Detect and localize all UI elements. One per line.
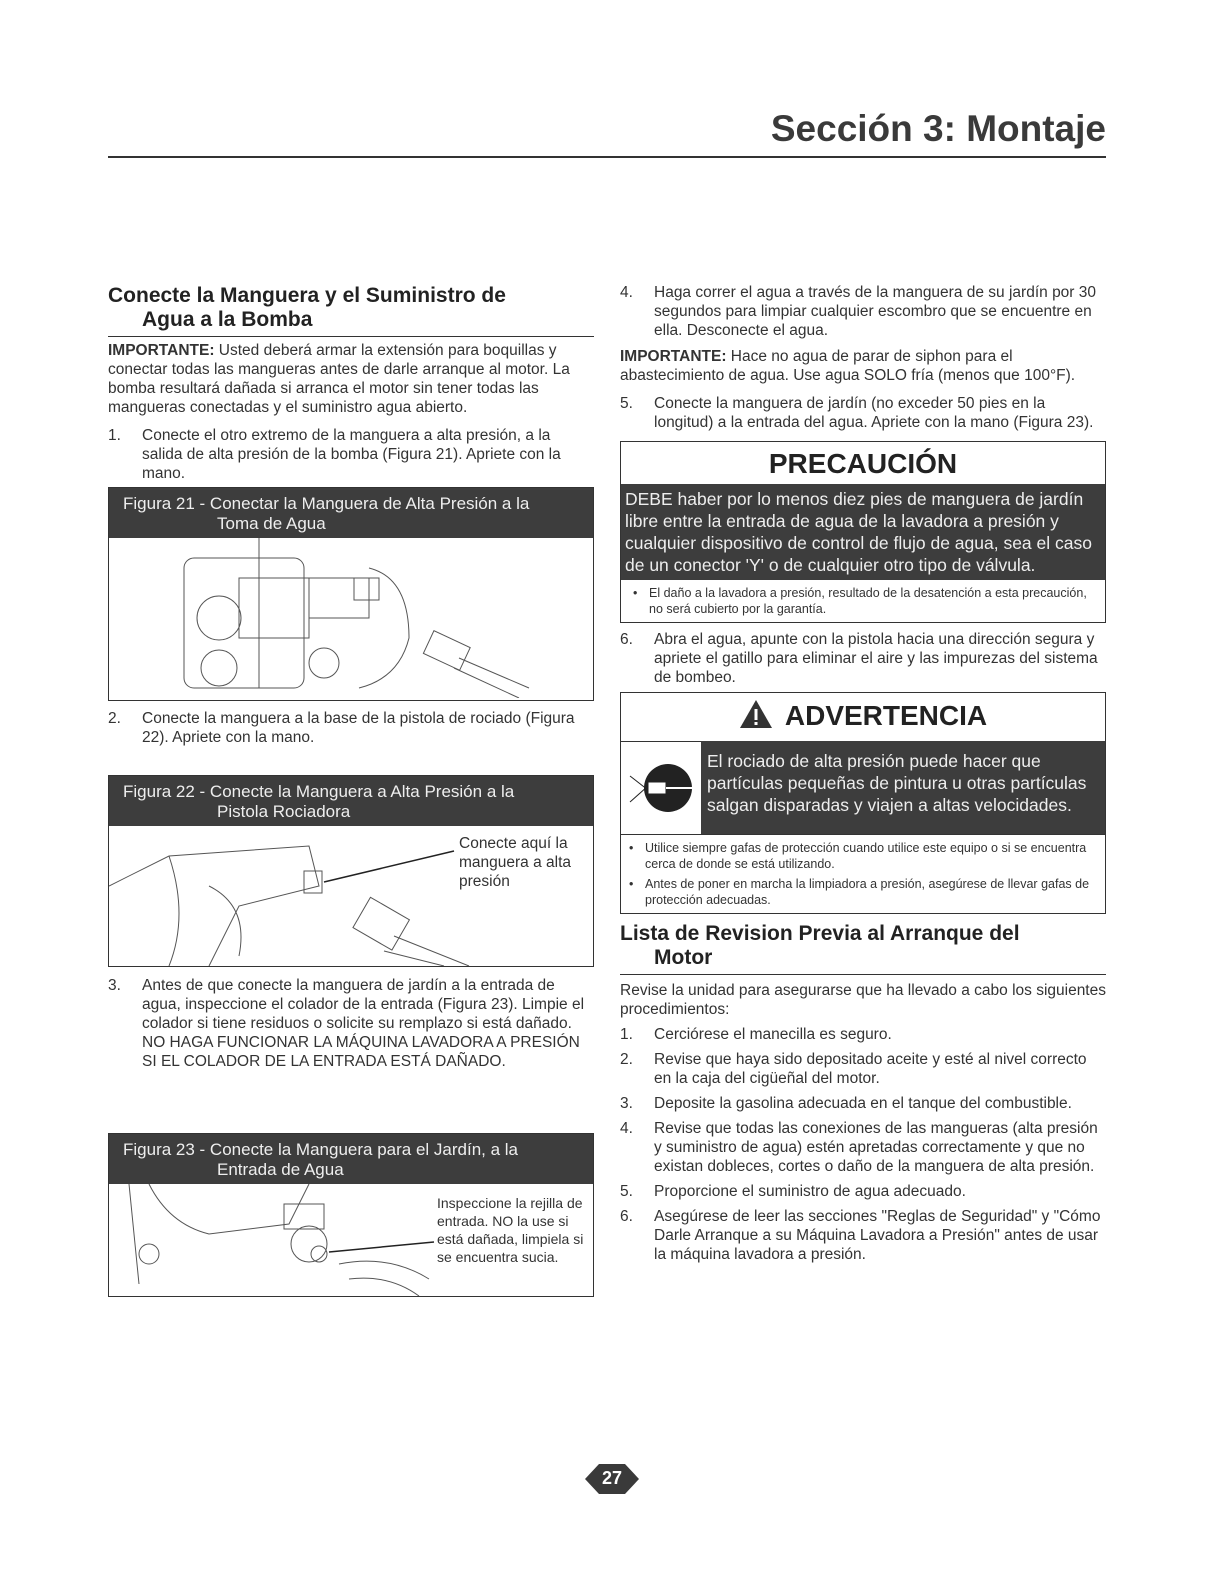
warning-title: ADVERTENCIA — [784, 700, 988, 731]
figure-23 — [108, 1133, 594, 1297]
list-item — [108, 976, 594, 1071]
figure-caption — [109, 488, 593, 538]
figure-22 — [108, 775, 594, 967]
caption-line: Pistola Rociadora — [217, 802, 351, 821]
important-text: Hace no agua de parar de siphon para el abastecimiento de agua. Use agua SOLO fría (menos que 100°F). — [620, 348, 1076, 384]
eye-protection-icon — [621, 741, 701, 834]
warning-bullet — [621, 874, 1105, 910]
item-number: 2. — [108, 710, 121, 727]
item-text: Asegúrese de leer las secciones "Reglas de Seguridad" y "Cómo Darle Arranque a su Máquina Lavadora a Presión" antes de usar la máquina lavadora a presión. — [654, 1208, 1101, 1263]
heading-line: Motor — [654, 946, 713, 969]
bullet-text: El daño a la lavadora a presión, resultado de la desatención a esta precaución, no será cubierto por la garantía. — [649, 586, 1087, 616]
item-number: 5. — [620, 395, 633, 412]
bullet-text: Antes de poner en marcha la limpiadora a presión, asegúrese de llevar gafas de protección adecuadas. — [645, 877, 1090, 907]
list-item — [620, 1119, 1106, 1176]
list-item — [620, 394, 1106, 432]
list-item — [620, 1094, 1106, 1113]
warning-text: El rociado de alta presión puede hacer que partículas pequeñas de pintura u otras partículas salgan disparadas y viajen a altas velocidades. — [701, 741, 1105, 834]
caution-bullet — [621, 580, 1105, 622]
item-text: Proporcione el suministro de agua adecuado. — [654, 1183, 966, 1200]
caution-box — [620, 441, 1106, 623]
heading-line: Conecte la Manguera y el Suministro de — [108, 284, 506, 307]
important-label: IMPORTANTE: — [620, 348, 727, 365]
list-item — [620, 1207, 1106, 1264]
list-item — [108, 426, 594, 483]
warning-header — [621, 693, 1105, 741]
page-number-badge — [585, 1462, 639, 1496]
caption-line: Figura 23 - Conecte la Manguera para el Jardín, a la — [123, 1140, 519, 1159]
caption-line: Figura 21 - Conectar la Manguera de Alta Presión a la — [123, 494, 530, 513]
item-text: Conecte la manguera a la base de la pistola de rociado (Figura 22). Apriete con la mano. — [142, 710, 575, 746]
item-text: Conecte el otro extremo de la manguera a alta presión, a la salida de alta presión de la bomba (Figura 21). Apriete con la mano. — [142, 427, 561, 482]
bullet-dot: • — [633, 586, 638, 600]
caption-line: Toma de Agua — [217, 514, 326, 533]
page-number: 27 — [601, 1468, 623, 1488]
item-number: 6. — [620, 1208, 633, 1225]
section-title: Sección 3: Montaje — [770, 108, 1106, 149]
left-column — [108, 284, 594, 1265]
item-number: 1. — [108, 427, 121, 444]
item-number: 4. — [620, 284, 633, 301]
important-text: Usted deberá armar la extensión para boquillas y conectar todas las mangueras antes de darle arranque al motor. La bomba resultará dañada si arranca el motor sin tener todas las mangueras conectadas y el suministro agua abierto. — [108, 342, 570, 416]
warning-bullet — [621, 838, 1105, 874]
figure-callout: Conecte aquí la manguera a alta presión — [459, 835, 572, 890]
heading-line: Lista de Revision Previa al Arranque del — [620, 922, 1020, 945]
bullet-dot: • — [629, 841, 634, 855]
pump-illustration — [109, 538, 593, 698]
checklist — [620, 1025, 1106, 1264]
warning-body — [621, 741, 1105, 834]
figure-caption — [109, 776, 593, 826]
caution-text: DEBE haber por lo menos diez pies de manguera de jardín libre entre la entrada de agua de la lavadora a presión y cualquier dispositivo de control de flujo de agua, sea el caso de un conector 'Y' o de cualquier otro tipo de válvula. — [621, 484, 1105, 580]
section-heading — [108, 284, 594, 337]
item-text: Haga correr el agua a través de la manguera de su jardín por 30 segundos para limpiar cualquier escombro que se encuentre en ella. Desconecte el agua. — [654, 284, 1097, 339]
warning-bullets — [621, 834, 1105, 913]
bullet-dot: • — [629, 877, 634, 891]
item-number: 3. — [620, 1095, 633, 1112]
item-text: Conecte la manguera de jardín (no exceder 50 pies en la longitud) a la entrada del agua. Apriete con la mano (Figura 23). — [654, 395, 1094, 431]
list-item — [620, 630, 1106, 687]
right-column — [620, 283, 1106, 1264]
caution-title: PRECAUCIÓN — [768, 448, 958, 479]
item-number: 3. — [108, 977, 121, 994]
important-label: IMPORTANTE: — [108, 342, 215, 359]
figure-21 — [108, 487, 594, 701]
list-item — [620, 1025, 1106, 1044]
item-number: 4. — [620, 1120, 633, 1137]
item-text: Revise que todas las conexiones de las mangueras (alta presión y suministro de agua) estén apretadas correctamente y que no existan dobleces, cortes o daño de la manguera de alta presión. — [654, 1120, 1098, 1175]
warning-box — [620, 692, 1106, 914]
checklist-intro: Revise la unidad para asegurarse que ha llevado a cabo los siguientes procedimientos: — [620, 982, 1106, 1018]
list-item — [620, 1182, 1106, 1201]
important-note — [620, 347, 1106, 385]
caption-line: Figura 22 - Conecte la Manguera a Alta Presión a la — [123, 782, 515, 801]
item-number: 6. — [620, 631, 633, 648]
item-text: Antes de que conecte la manguera de jardín a la entrada de agua, inspeccione el colador de la entrada (Figura 23). Limpie el colador si tiene residuos o solicite su remplazo si está dañado. NO HAGA FUNCIONAR LA MÁQUINA LAVADORA A PRESIÓN SI EL COLADOR DE LA ENTRADA ESTÁ DAÑADO. — [142, 977, 585, 1070]
heading-line: Agua a la Bomba — [142, 308, 313, 331]
item-number: 5. — [620, 1183, 633, 1200]
item-text: Abra el agua, apunte con la pistola hacia una dirección segura y apriete el gatillo para eliminar el aire y las impurezas del sistema de bombeo. — [654, 631, 1098, 686]
list-item — [620, 283, 1106, 340]
item-text: Deposite la gasolina adecuada en el tanque del combustible. — [654, 1095, 1072, 1112]
figure-callout: Inspeccione la rejilla de entrada. NO la use si está dañada, limpiela si se encuentra sucia. — [437, 1195, 584, 1265]
item-number: 1. — [620, 1026, 633, 1043]
bullet-text: Utilice siempre gafas de protección cuando utilice este equipo o si se encuentra cerca de donde se está utilizando. — [645, 841, 1087, 871]
item-text: Revise que haya sido depositado aceite y esté al nivel correcto en la caja del cigüeñal del motor. — [654, 1051, 1087, 1087]
caption-line: Entrada de Agua — [217, 1160, 344, 1179]
list-item — [108, 709, 594, 747]
section-heading — [620, 922, 1106, 975]
important-note — [108, 341, 594, 417]
item-number: 2. — [620, 1051, 633, 1068]
figure-caption — [109, 1134, 593, 1184]
warning-triangle-icon — [739, 699, 773, 729]
item-text: Cerciórese el manecilla es seguro. — [654, 1026, 892, 1043]
header-rule — [108, 156, 1106, 158]
list-item — [620, 1050, 1106, 1088]
